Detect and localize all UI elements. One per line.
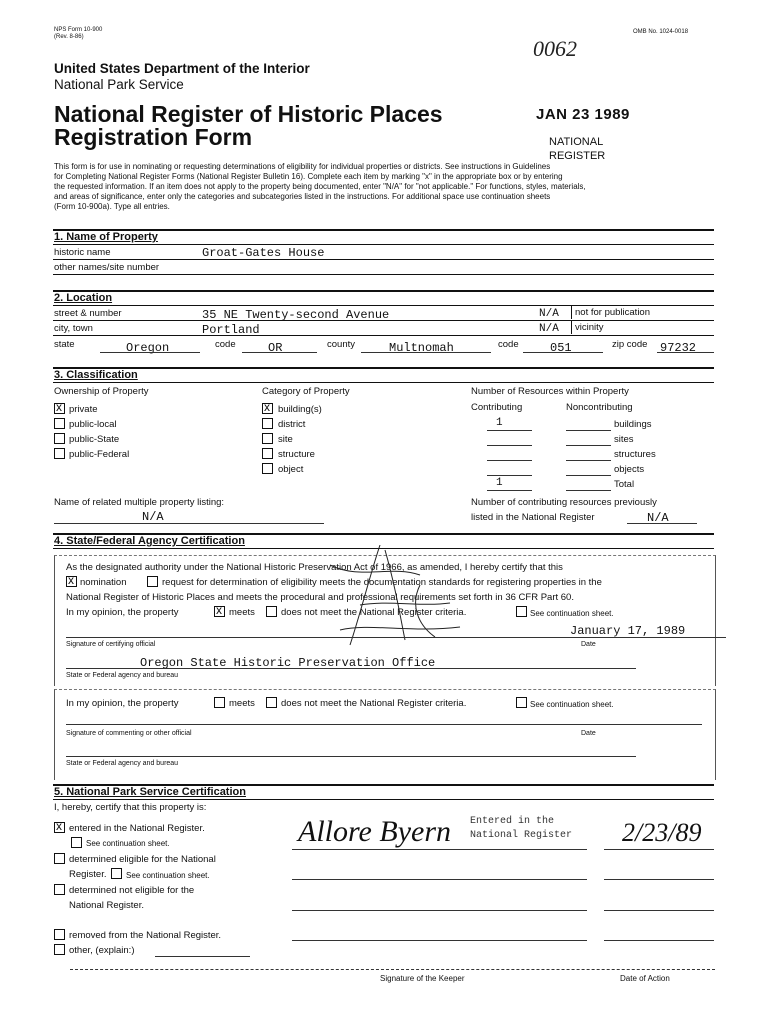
state-value[interactable]: Oregon	[126, 341, 170, 355]
form-title-line1: National Register of Historic Places	[54, 101, 443, 127]
contributing-count[interactable]: 1	[496, 477, 503, 489]
intro-line5: (Form 10-900a). Type all entries.	[54, 202, 170, 211]
not-for-publication-label: not for publication	[575, 307, 650, 318]
cert-para-line2: request for determination of eligibility meets the documentation standards for registering properties in the	[162, 577, 602, 588]
noncontributing-underline	[566, 475, 611, 476]
certification-date[interactable]: January 17, 1989	[570, 624, 686, 638]
category-heading: Category of Property	[262, 386, 350, 397]
stamp-register: REGISTER	[549, 150, 606, 162]
form-revision: (Rev. 8-86)	[54, 34, 84, 40]
not-for-publication-na[interactable]: N/A	[539, 308, 559, 320]
signature-label: Signature of certifying official	[66, 641, 156, 648]
not-eligible-checkbox[interactable]	[54, 884, 65, 895]
date-label: Date	[581, 641, 596, 648]
date-of-action-label: Date of Action	[620, 974, 670, 983]
category-label: site	[278, 434, 293, 445]
agency-value[interactable]: Oregon State Historic Preservation Office	[140, 656, 436, 670]
eligible-continuation-label: See continuation sheet.	[126, 871, 210, 880]
entered-note-line1: Entered in the	[470, 816, 555, 827]
other-checkbox[interactable]	[54, 944, 65, 955]
state-code-value[interactable]: OR	[268, 341, 283, 355]
removed-label: removed from the National Register.	[69, 930, 222, 941]
eligible-continuation-checkbox[interactable]	[111, 868, 122, 879]
ownership-label: private	[69, 404, 98, 415]
entered-label: entered in the National Register.	[69, 823, 205, 834]
state-label: state	[54, 339, 75, 350]
category-label: district	[278, 419, 306, 430]
comment-date-label: Date	[581, 730, 596, 737]
vicinity-na[interactable]: N/A	[539, 323, 559, 335]
contributing-underline	[487, 430, 532, 431]
noncontributing-underline	[566, 460, 611, 461]
vicinity-label: vicinity	[575, 322, 604, 333]
section4-heading: 4. State/Federal Agency Certification	[54, 535, 245, 547]
agency-label: State or Federal agency and bureau	[66, 672, 179, 679]
action-date[interactable]: 2/23/89	[622, 818, 702, 847]
ownership-checkbox[interactable]	[54, 433, 65, 444]
removed-checkbox[interactable]	[54, 929, 65, 940]
ownership-heading: Ownership of Property	[54, 386, 149, 397]
historic-name-label: historic name	[54, 247, 111, 258]
comment-continuation-checkbox[interactable]	[516, 697, 527, 708]
comment-does-not-meet-checkbox[interactable]	[266, 697, 277, 708]
comment-opinion-text: In my opinion, the property	[66, 698, 179, 709]
received-stamp-date: JAN 23 1989	[536, 106, 630, 123]
related-listing-value[interactable]: N/A	[142, 510, 164, 524]
other-label: other, (explain:)	[69, 945, 135, 956]
previously-listed-line2: listed in the National Register	[471, 512, 595, 523]
zip-value[interactable]: 97232	[660, 341, 697, 355]
does-not-meet-checkbox[interactable]	[266, 606, 277, 617]
comment-continuation-label: See continuation sheet.	[530, 700, 614, 709]
ownership-label: public-Federal	[69, 449, 130, 460]
section2-heading: 2. Location	[54, 292, 113, 304]
cert-nomination-label: nomination	[80, 577, 127, 588]
not-eligible-label-line1: determined not eligible for the	[69, 885, 195, 896]
contributing-underline	[487, 445, 532, 446]
not-eligible-label-line2: National Register.	[69, 900, 144, 911]
category-checkbox[interactable]	[262, 433, 273, 444]
ownership-label: public-State	[69, 434, 120, 445]
ownership-label: public-local	[69, 419, 117, 430]
continuation-checkbox[interactable]	[516, 606, 527, 617]
contributing-underline	[487, 460, 532, 461]
noncontributing-underline	[566, 445, 611, 446]
request-checkbox[interactable]	[147, 576, 158, 587]
resource-row-label: structures	[614, 449, 656, 460]
comment-meets-checkbox[interactable]	[214, 697, 225, 708]
other-names-label: other names/site number	[54, 262, 160, 273]
resource-row-label: buildings	[614, 419, 652, 430]
keeper-signature: Allore Byern	[298, 815, 452, 848]
entered-continuation-label: See continuation sheet.	[86, 839, 170, 848]
keeper-intro: I, hereby, certify that this property is:	[54, 802, 207, 813]
county-code-value[interactable]: 051	[550, 341, 572, 355]
eligible-checkbox[interactable]	[54, 853, 65, 864]
entered-note-line2: National Register	[470, 830, 573, 841]
county-value[interactable]: Multnomah	[389, 341, 454, 355]
category-checkbox[interactable]	[262, 448, 273, 459]
section3-heading: 3. Classification	[54, 369, 138, 381]
cert-para-line1: As the designated authority under the National Historic Preservation Act of 1966, as amended, I hereby certify that this	[66, 562, 563, 573]
noncontributing-heading: Noncontributing	[566, 402, 633, 413]
historic-name-value[interactable]: Groat-Gates House	[202, 246, 325, 260]
comment-does-not-meet-label: does not meet the National Register criteria.	[281, 698, 467, 709]
ownership-checkbox[interactable]	[54, 448, 65, 459]
does-not-meet-label: does not meet the National Register criteria.	[281, 607, 467, 618]
county-label: county	[327, 339, 355, 350]
section1-heading: 1. Name of Property	[54, 231, 158, 243]
category-label: building(s)	[278, 404, 322, 415]
comment-meets-label: meets	[229, 698, 255, 709]
continuation-label: See continuation sheet.	[530, 609, 614, 618]
cert-para-line3: National Register of Historic Places and meets the procedural and professional requirements set forth in 36 CFR Part 60.	[66, 592, 574, 603]
noncontributing-underline	[566, 430, 611, 431]
resource-row-label: objects	[614, 464, 645, 475]
meets-label: meets	[229, 607, 255, 618]
related-listing-label: Name of related multiple property listing:	[54, 497, 225, 508]
previously-listed-value[interactable]: N/A	[647, 511, 669, 525]
noncontributing-underline	[566, 490, 611, 491]
category-label: object	[278, 464, 304, 475]
street-value[interactable]: 35 NE Twenty-second Avenue	[202, 308, 390, 322]
section5-heading: 5. National Park Service Certification	[54, 786, 246, 798]
resources-heading: Number of Resources within Property	[471, 386, 629, 397]
cert-opinion-text: In my opinion, the property	[66, 607, 179, 618]
category-checkbox[interactable]	[262, 403, 273, 414]
intro-line4: and areas of significance, enter only the categories and subcategories listed in the instructions. For additional space use continuation sheets	[54, 192, 551, 201]
contributing-underline	[487, 475, 532, 476]
city-value[interactable]: Portland	[202, 323, 260, 337]
form-title-line2: Registration Form	[54, 124, 253, 150]
nomination-checkbox[interactable]	[66, 576, 77, 587]
contributing-heading: Contributing	[471, 402, 523, 413]
contributing-count[interactable]: 1	[496, 417, 503, 429]
intro-line3: the requested information. If an item does not apply to the property being documented, enter "N/A" for "not applicable." For functions, styles, materials,	[54, 182, 586, 191]
resource-row-label: Total	[614, 479, 635, 490]
eligible-label-line1: determined eligible for the National	[69, 854, 216, 865]
previously-listed-line1: Number of contributing resources previously	[471, 497, 657, 508]
entered-checkbox[interactable]	[54, 822, 65, 833]
ownership-checkbox[interactable]	[54, 418, 65, 429]
comment-signature-label: Signature of commenting or other official	[66, 730, 192, 737]
category-label: structure	[278, 449, 315, 460]
street-label: street & number	[54, 308, 122, 319]
category-checkbox[interactable]	[262, 463, 273, 474]
entered-continuation-checkbox[interactable]	[71, 837, 82, 848]
city-label: city, town	[54, 323, 93, 334]
ownership-checkbox[interactable]	[54, 403, 65, 414]
zip-label: zip code	[612, 339, 648, 350]
certifying-signature	[300, 545, 500, 650]
intro-line1: This form is for use in nominating or requesting determinations of eligibility for individual properties or districts. See instructions in Guidelines	[54, 162, 551, 171]
resource-row-label: sites	[614, 434, 634, 445]
keeper-signature-label: Signature of the Keeper	[380, 974, 465, 983]
meets-checkbox[interactable]	[214, 606, 225, 617]
stamp-national: NATIONAL	[549, 136, 604, 148]
category-checkbox[interactable]	[262, 418, 273, 429]
form-number: NPS Form 10-900	[54, 27, 103, 33]
handwritten-number: 0062	[533, 36, 577, 61]
state-code-label: code	[215, 339, 236, 350]
intro-line2: for Completing National Register Forms (National Register Bulletin 16). Complete each item by marking "x" in the appropriate box or by entering	[54, 172, 563, 181]
omb-number: OMB No. 1024-0018	[633, 29, 689, 35]
department-name: United States Department of the Interior	[54, 61, 310, 76]
service-name: National Park Service	[54, 77, 184, 92]
eligible-label-line2: Register.	[69, 869, 107, 880]
county-code-label: code	[498, 339, 519, 350]
comment-agency-label: State or Federal agency and bureau	[66, 760, 179, 767]
contributing-underline	[487, 490, 532, 491]
